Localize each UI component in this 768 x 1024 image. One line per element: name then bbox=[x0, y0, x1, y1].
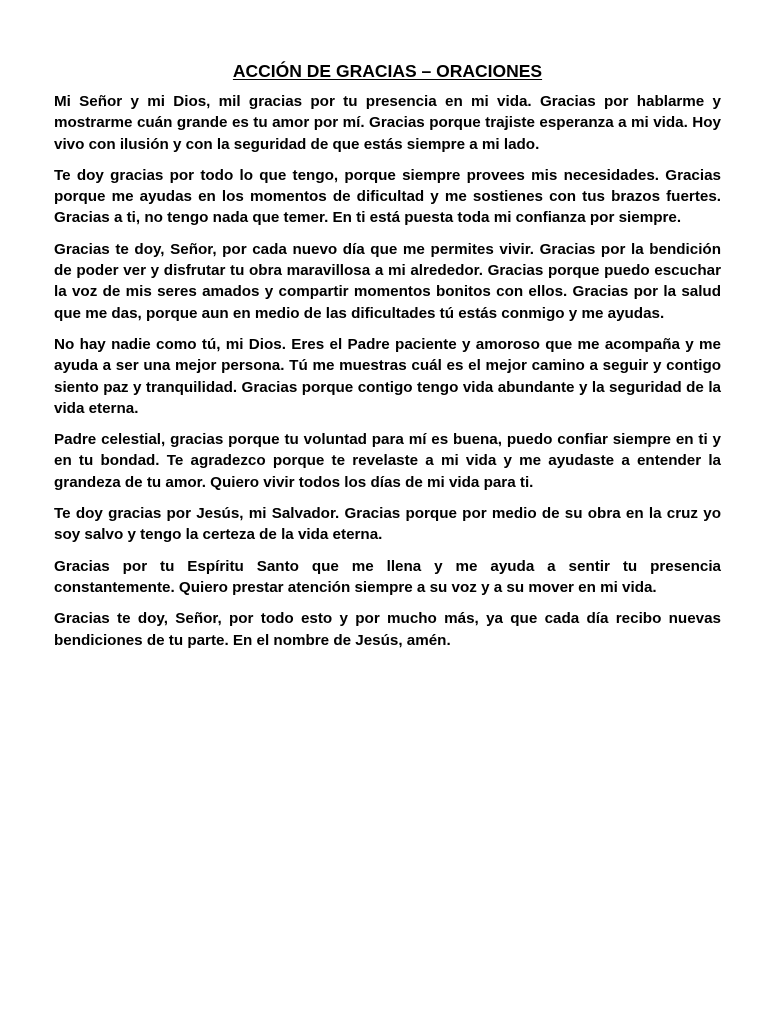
paragraph: Te doy gracias por todo lo que tengo, porque siempre provees mis necesidades. Gracias porque me ayudas en los momentos de dificultad y me sostienes con tus brazos fuertes. Gracias a ti, no tengo nada que temer. En ti está puesta toda mi confianza por siempre. bbox=[54, 166, 721, 227]
document-title: ACCIÓN DE GRACIAS – ORACIONES bbox=[232, 61, 543, 81]
document-page bbox=[54, 60, 721, 661]
paragraph: Te doy gracias por Jesús, mi Salvador. Gracias porque por medio de su obra en la cruz yo soy salvo y tengo la certeza de la vida eterna. bbox=[54, 505, 721, 544]
paragraph: Mi Señor y mi Dios, mil gracias por tu presencia en mi vida. Gracias por hablarme y mostrarme cuán grande es tu amor por mí. Gracias porque trajiste esperanza a mi vida. Hoy vivo con ilusión y con la seguridad de que estás siempre a mi lado. bbox=[54, 93, 721, 153]
paragraph: Gracias te doy, Señor, por todo esto y por mucho más, ya que cada día recibo nuevas bendiciones de tu parte. En el nombre de Jesús, amén. bbox=[54, 610, 721, 649]
paragraph: Padre celestial, gracias porque tu voluntad para mí es buena, puedo confiar siempre en ti y en tu bondad. Te agradezco porque te revelaste a mi vida y me ayudaste a entender la grandeza de tu amor. Quiero vivir todos los días de mi vida para ti. bbox=[54, 431, 721, 491]
paragraph: Gracias por tu Espíritu Santo que me llena y me ayuda a sentir tu presencia constantemente. Quiero prestar atención siempre a su voz y a su mover en mi vida. bbox=[54, 557, 721, 596]
paragraph: Gracias te doy, Señor, por cada nuevo día que me permites vivir. Gracias por la bendición de poder ver y disfrutar tu obra maravillosa a mi alrededor. Gracias porque puedo escuchar la voz de mis seres amados y compartir momentos bonitos con ellos. Gracias por la salud que me das, porque aun en medio de las dificultades tú estás conmigo y me ayudas. bbox=[54, 240, 721, 322]
paragraph: No hay nadie como tú, mi Dios. Eres el Padre paciente y amoroso que me acompaña y me ayuda a ser una mejor persona. Tú me muestras cuál es el mejor camino a seguir y contigo siento paz y tranquilidad. Gracias porque contigo tengo vida abundante y la seguridad de la vida eterna. bbox=[54, 335, 721, 417]
